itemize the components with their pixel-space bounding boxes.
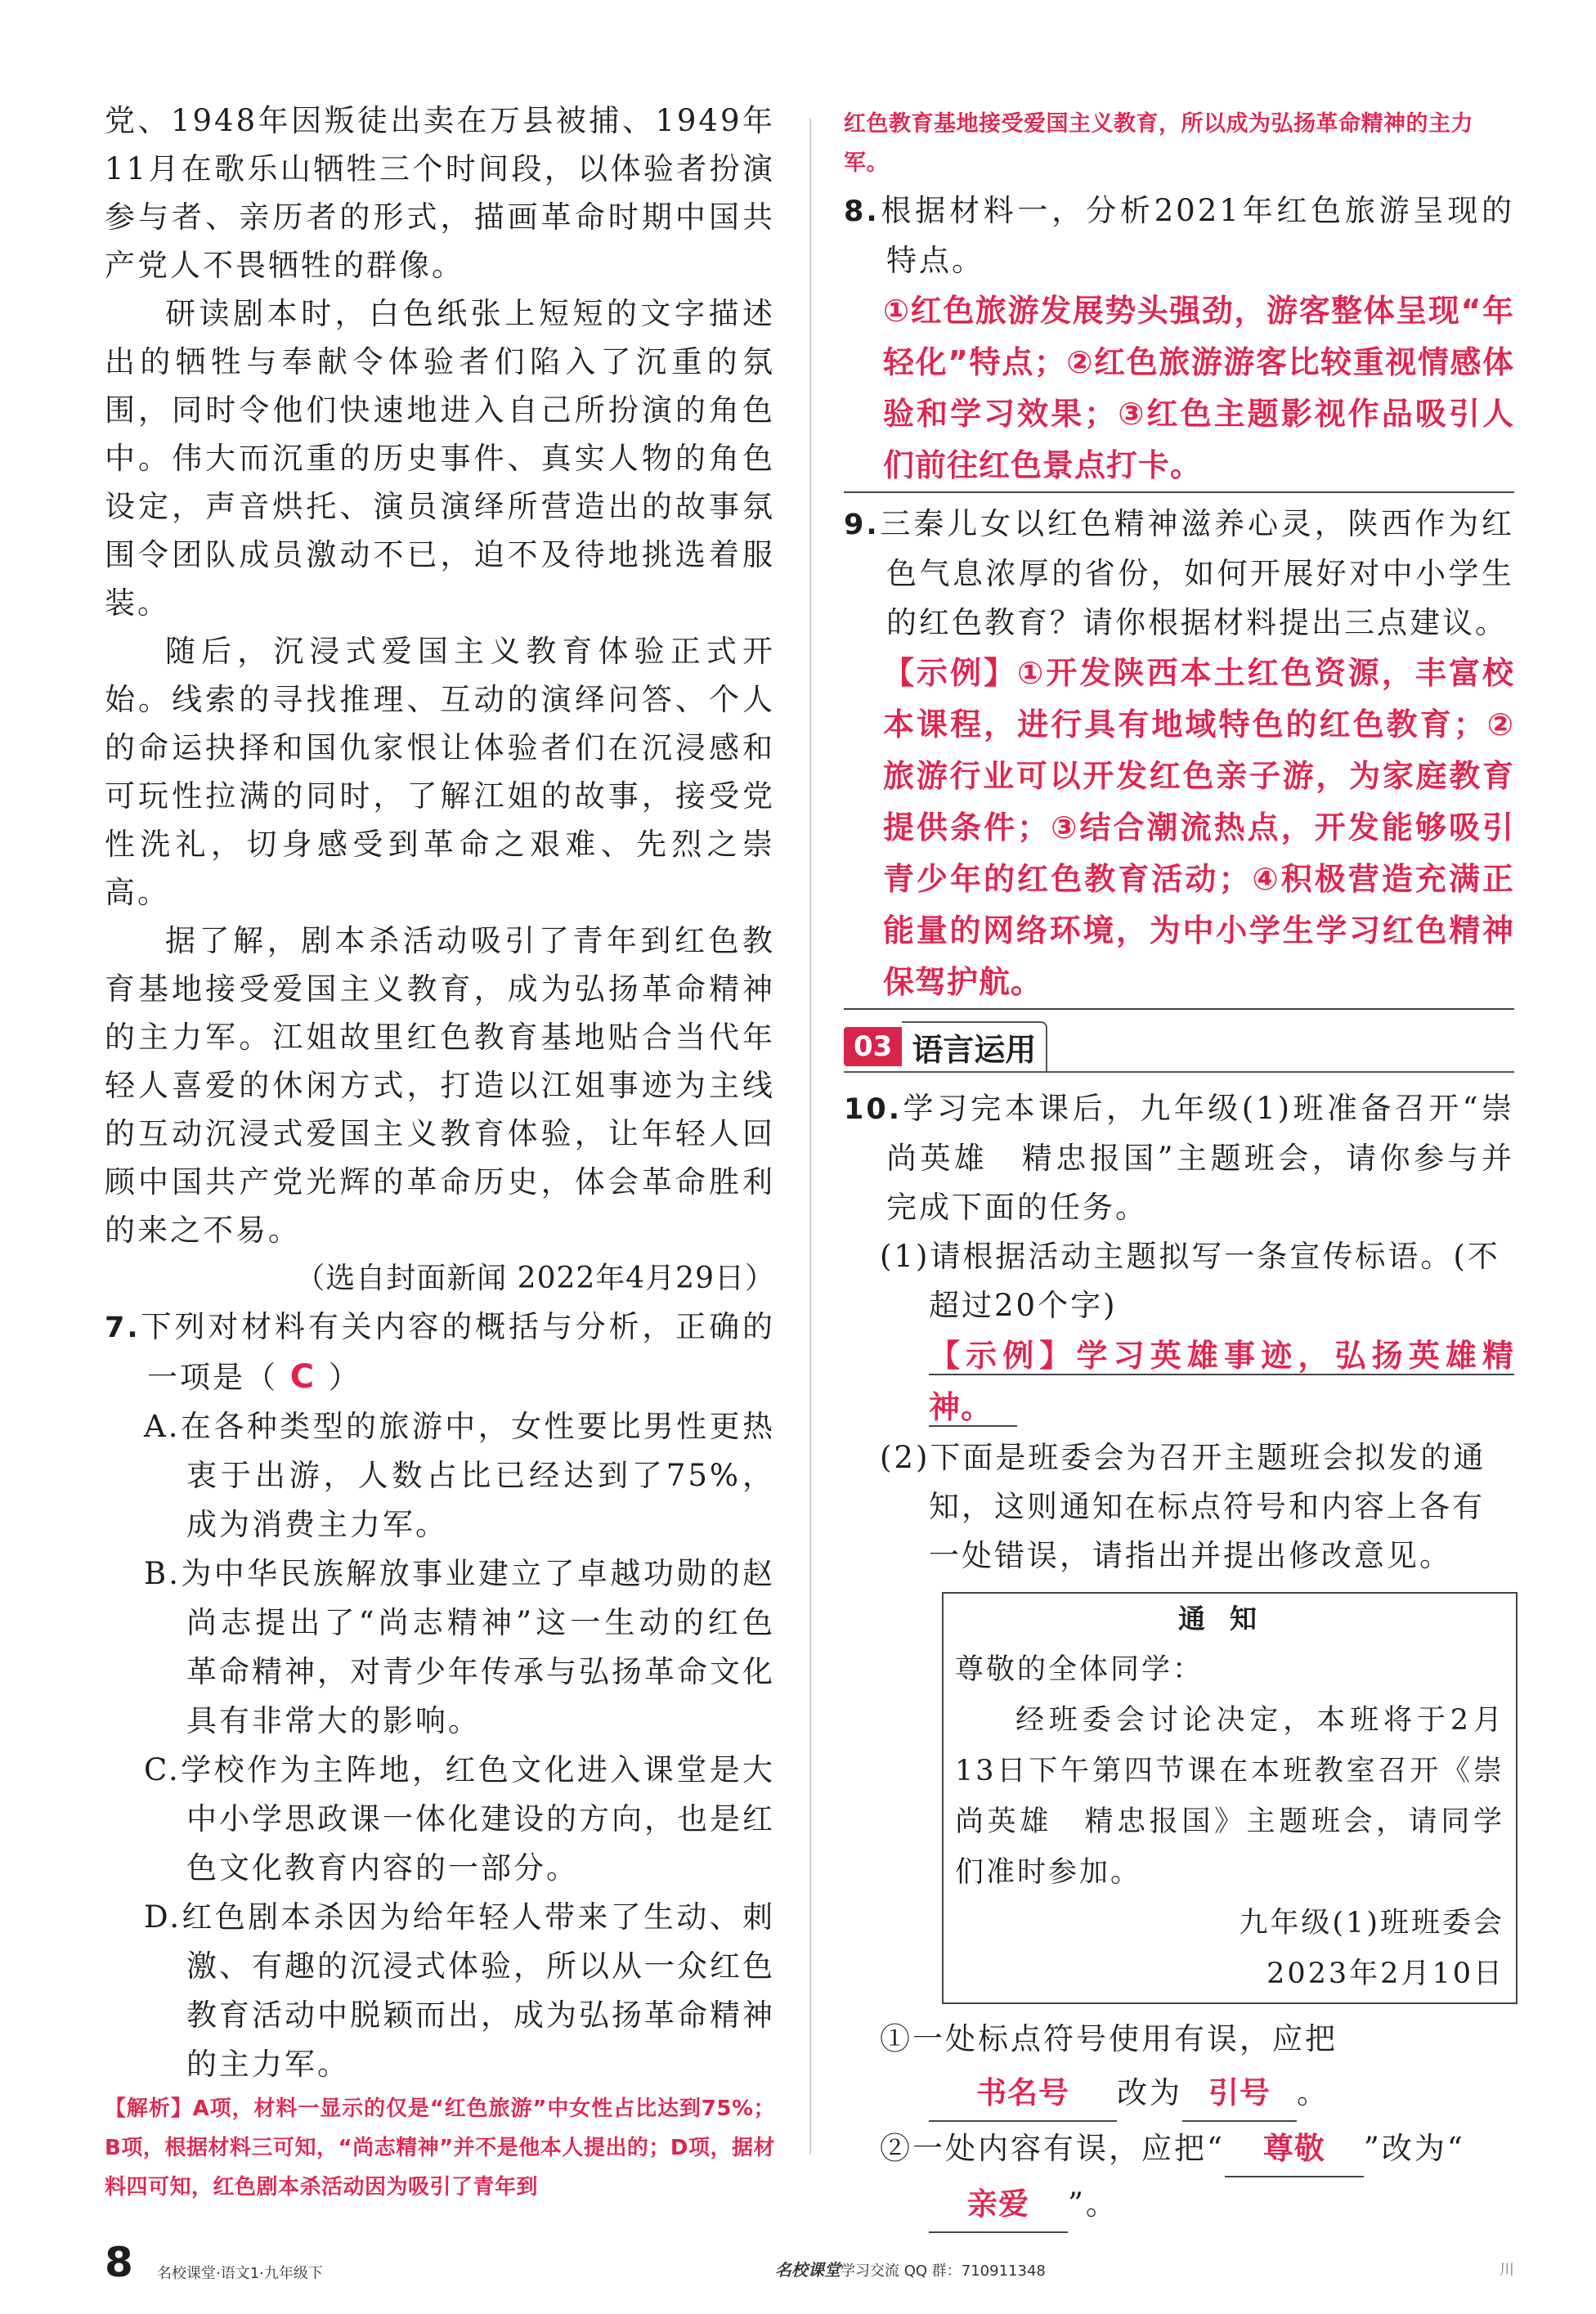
question-10 [844,1084,1514,2233]
notice-box [942,1592,1518,2004]
region-mark: 川 [1500,2262,1514,2279]
question-7 [105,1303,775,2207]
fix-1-original: 书名号 [929,2066,1117,2122]
question-10-task-2: (2)下面是班委会为召开主题班会拟发的通知，这则通知在标点符号和内容上各有一处错误，请指出并提出修改意见。 [880,1440,1486,1573]
option-c: C.学校作为主阵地，红色文化进入课堂是大中小学思政课一体化建设的方向，也是红色文化教育内容的一部分。 [144,1752,775,1886]
question-9-answer: 【示例】①开发陕西本土红色资源，丰富校本课程，进行具有地域特色的红色教育；②旅游行业可以开发红色亲子游，为家庭教育提供条件；③结合潮流热点，开发能够吸引青少年的红色教育活动；④积极营造充满正能量的网络环境，为中小学生学习红色精神保驾护航。 [844,648,1514,1010]
source-citation: （选自封面新闻 2022年4月29日） [295,1262,775,1295]
section-number: 03 [844,1027,902,1066]
option-d: D.红色剧本杀因为给年轻人带来了生动、刺激、有趣的沉浸式体验，所以从一众红色教育活动中脱颖而出，成为弘扬革命精神的主力军。 [144,1899,775,2082]
question-8 [844,186,1514,493]
fix-content: ②一处内容有误，应把“ 尊敬 ”改为“亲爱 ”。 [844,2122,1514,2233]
brand-logo: 名校课堂 [775,2260,841,2280]
book-title: 名校课堂·语文1·九年级下 [157,2265,323,2282]
notice-title: 通知 [1178,1603,1281,1635]
fix-1-corrected: 引号 [1182,2066,1297,2122]
section-title: 语言运用 [902,1021,1047,1071]
right-column [844,105,1514,2233]
question-7-stem: 7.下列对材料有关内容的概括与分析，正确的一项是（ C ） [105,1309,775,1396]
section-header [844,1021,1514,1073]
reading-paragraph-4: 据了解，剧本杀活动吸引了青年到红色教育基地接受爱国主义教育，成为弘扬革命精神的主力军。江姐故里红色教育基地贴合当代年轻人喜爱的休闲方式，打造以江姐事迹为主线的互动沉浸式爱国主义教育体验，让年轻人回顾中国共产党光辉的革命历史，体会革命胜利的来之不易。 [105,923,775,1248]
option-b: B.为中华民族解放事业建立了卓越功勋的赵尚志提出了“尚志精神”这一生动的红色革命精神，对青少年传承与弘扬革命文化具有非常大的影响。 [144,1556,775,1738]
reading-paragraph-2: 研读剧本时，白色纸张上短短的文字描述出的牺牲与奉献令体验者们陷入了沉重的氛围，同时令他们快速地进入自己所扮演的角色中。伟大而沉重的历史事件、真实人物的角色设定，声音烘托、演员演绎所营造出的故事氛围令团队成员激动不已，迫不及待地挑选着服装。 [105,296,775,621]
notice-date: 2023年2月10日 [1266,1957,1504,1990]
analysis-continuation: 红色教育基地接受爱国主义教育，所以成为弘扬革命精神的主力军。 [844,111,1473,176]
page-number: 8 [105,2239,133,2286]
reading-paragraph-1: 党、1948年因叛徒出卖在万县被捕、1949年11月在歌乐山牺牲三个时间段，以体验者扮演参与者、亲历者的形式，描画革命时期中国共产党人不畏牺牲的群像。 [105,103,775,283]
question-10-task-1-answer: 【示例】学习英雄事迹，弘扬英雄精神。 [929,1338,1514,1425]
question-9-stem: 9.三秦儿女以红色精神滋养心灵，陕西作为红色气息浓厚的省份，如何开展好对中小学生的红色教育？请你根据材料提出三点建议。 [844,506,1514,640]
question-8-answer: ①红色旅游发展势头强劲，游客整体呈现“年轻化”特点；②红色旅游游客比较重视情感体验和学习效果；③红色主题影视作品吸引人们前往红色景点打卡。 [844,285,1514,493]
question-7-analysis: 【解析】A项，材料一显示的仅是“红色旅游”中女性占比达到75%；B项，根据材料三可知，“尚志精神”并不是他本人提出的；D项，据材料四可知，红色剧本杀活动因为吸引了青年到 [105,2097,775,2200]
notice-greeting: 尊敬的全体同学： [955,1653,1204,1686]
reading-paragraph-3: 随后，沉浸式爱国主义教育体验正式开始。线索的寻找推理、互动的演绎问答、个人的命运抉择和国仇家恨让体验者们在沉浸感和可玩性拉满的同时，了解江姐的故事，接受党性洗礼，切身感受到革命之艰难、先烈之崇高。 [105,634,775,910]
fix-2-original: 尊敬 [1225,2122,1364,2177]
option-a: A.在各种类型的旅游中，女性要比男性更热衷于出游，人数占比已经达到了75%，成为消费主力军。 [144,1409,775,1542]
notice-signer: 九年级(1)班班委会 [1239,1907,1504,1940]
page-footer [105,2239,1514,2288]
column-divider [809,119,811,2155]
fix-2-corrected: 亲爱 [929,2177,1068,2233]
fix-punctuation: ①一处标点符号使用有误，应把书名号 改为 引号 。 [844,2012,1514,2122]
brand-info: 名校课堂学习交流 QQ 群：710911348 [775,2260,1046,2280]
question-7-answer: C [289,1358,317,1396]
left-column [105,96,775,2207]
notice-body: 经班委会讨论决定，本班将于2月13日下午第四节课在本班教室召开《崇尚英雄 精忠报国》主题班会，请同学们准时参加。 [955,1704,1504,1889]
question-10-stem: 10.学习完本课后，九年级(1)班准备召开“崇尚英雄 精忠报国”主题班会，请你参与并完成下面的任务。 [844,1091,1514,1225]
question-9 [844,500,1514,1010]
question-10-task-1: (1)请根据活动主题拟写一条宣传标语。(不超过20个字) [880,1239,1500,1323]
question-number: 7. [105,1312,141,1344]
question-8-stem: 8.根据材料一，分析2021年红色旅游呈现的特点。 [844,193,1514,278]
